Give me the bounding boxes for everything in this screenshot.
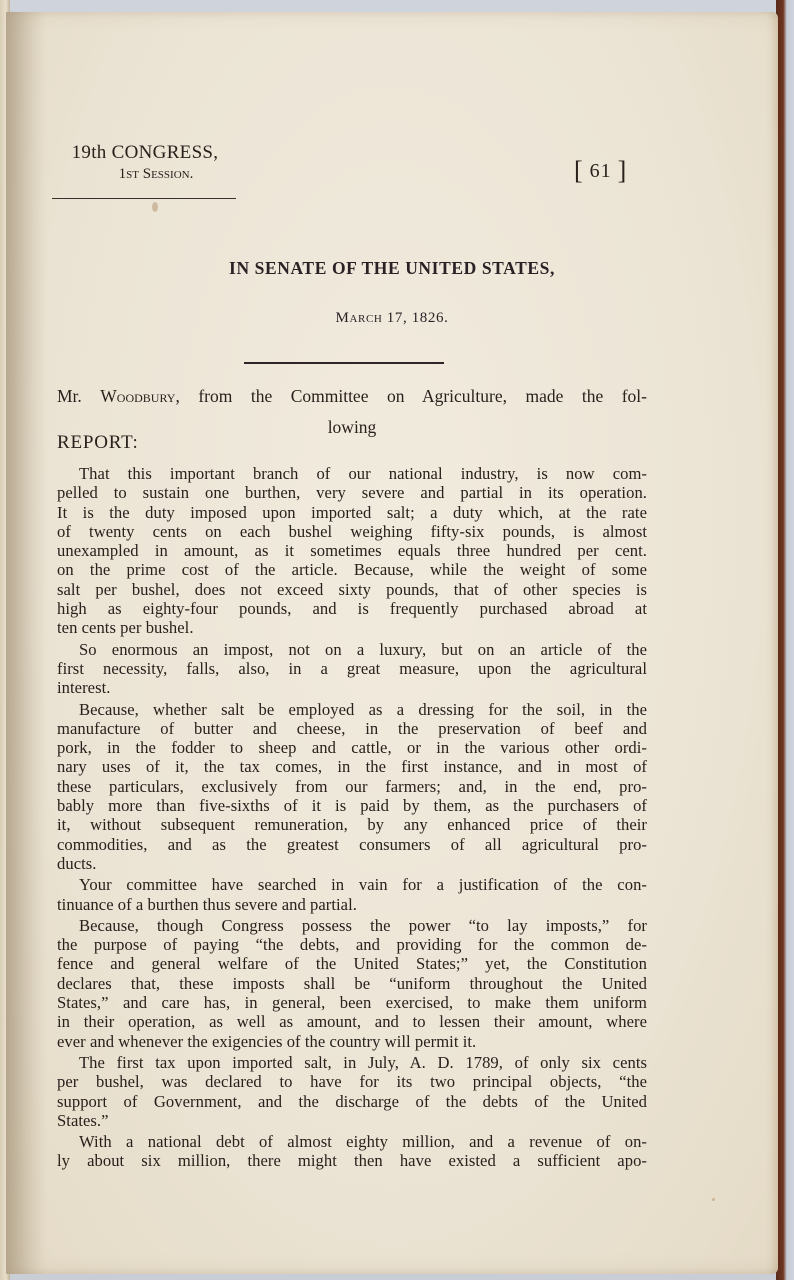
paragraph <box>57 640 647 698</box>
text-line: That this important branch of our national industry, is now com- <box>79 464 647 483</box>
book-binding-edge <box>776 0 794 1280</box>
text-line: unexampled in amount, as it sometimes equals three hundred per cent. <box>57 541 647 561</box>
text-line: manufacture of butter and cheese, in the preservation of beef and <box>57 718 647 738</box>
text-line: nary uses of it, the tax comes, in the first instance, and in most of <box>57 757 647 777</box>
document-page <box>6 12 778 1274</box>
text-line: States,” and care has, in general, been exercised, to make them uniform <box>57 993 647 1013</box>
congress-label: 19th CONGRESS, <box>71 142 219 163</box>
bracket-close: ] <box>617 156 628 185</box>
text-line: ten cents per bushel. <box>57 618 194 638</box>
congress-session-header <box>54 142 236 184</box>
text-line: it, without subsequent remuneration, by any enhanced price of their <box>57 815 647 835</box>
intro-line <box>57 386 647 407</box>
text-line: tinuance of a burthen thus severe and partial. <box>57 894 357 914</box>
text-line: salt per bushel, does not exceed sixty pounds, that of other species is <box>57 579 647 599</box>
document-number-value: 61 <box>589 160 612 182</box>
text-line: fence and general welfare of the United States;” yet, the Constitution <box>57 954 647 974</box>
report-body <box>57 464 647 1173</box>
text-line: declares that, these imposts shall be “uniform throughout the United <box>57 973 647 993</box>
session-label: 1st Session. <box>118 166 194 182</box>
text-line: pork, in the fodder to sheep and cattle, or in the various other ordi- <box>57 738 647 758</box>
bracket-open: [ <box>574 156 584 185</box>
text-line: pelled to sustain one burthen, very severe and partial in its operation. <box>57 483 647 503</box>
paragraph <box>57 875 647 914</box>
text-line: Because, whether salt be employed as a dressing for the soil, in the <box>79 699 647 719</box>
foxing-spot <box>152 202 158 212</box>
paragraph <box>57 1053 647 1130</box>
senator-name: Woodbury <box>100 386 176 406</box>
text-line: first necessity, falls, also, in a great measure, upon the agricultural <box>57 658 647 678</box>
paragraph <box>57 1132 647 1171</box>
text-line: ly about six million, there might then have existed a sufficient apo- <box>57 1151 647 1171</box>
header-rule <box>52 198 236 199</box>
text-line: per bushel, was declared to have for its two principal objects, “the <box>57 1072 647 1092</box>
foxing-spot <box>712 1198 715 1201</box>
text-line: States.” <box>57 1110 109 1130</box>
intro-line-2: lowing <box>327 417 377 437</box>
document-number <box>574 156 627 186</box>
text-line: Your committee have searched in vain for a justification of the con- <box>79 875 647 895</box>
report-heading: REPORT: <box>57 432 139 453</box>
spine-shadow <box>6 12 46 1274</box>
text-line: in their operation, as well as amount, and to lessen their amount, where <box>57 1012 647 1032</box>
paragraph <box>57 700 647 874</box>
text-line: It is the duty imposed upon imported salt; a duty which, at the rate <box>57 502 647 522</box>
paragraph <box>57 916 647 1051</box>
text-line: ducts. <box>57 853 97 873</box>
document-title: IN SENATE OF THE UNITED STATES, <box>229 258 555 278</box>
intro-prefix: Mr. <box>57 386 101 406</box>
text-line: So enormous an impost, not on a luxury, but on an article of the <box>79 639 647 659</box>
text-line: Because, though Congress possess the power “to lay imposts,” for <box>79 915 647 935</box>
paragraph <box>57 464 647 638</box>
title-rule <box>244 362 444 364</box>
text-line: the purpose of paying “the debts, and providing for the common de- <box>57 935 647 955</box>
text-line: The first tax upon imported salt, in July, A. D. 1789, of only six cents <box>79 1052 647 1072</box>
text-line: ever and whenever the exigencies of the country will permit it. <box>57 1031 477 1051</box>
text-line: commodities, and as the greatest consumers of all agricultural pro- <box>57 834 647 854</box>
document-date: March 17, 1826. <box>335 310 449 326</box>
text-line: support of Government, and the discharge of the debts of the United <box>57 1091 647 1111</box>
text-line: bably more than five-sixths of it is paid by them, as the purchasers of <box>57 796 647 816</box>
text-line: on the prime cost of the article. Because, while the weight of some <box>57 560 647 580</box>
text-line: With a national debt of almost eighty million, and a revenue of on- <box>79 1132 647 1152</box>
paragraph-gap <box>57 1171 647 1173</box>
text-line: high as eighty-four pounds, and is frequently purchased abroad at <box>57 599 647 619</box>
text-line: of twenty cents on each bushel weighing fifty-six pounds, is almost <box>57 521 647 541</box>
intro-rest: , from the Committee on Agriculture, made the fol- <box>175 386 647 406</box>
text-line: interest. <box>57 678 111 698</box>
text-line: these particulars, exclusively from our farmers; and, in the end, pro- <box>57 776 647 796</box>
